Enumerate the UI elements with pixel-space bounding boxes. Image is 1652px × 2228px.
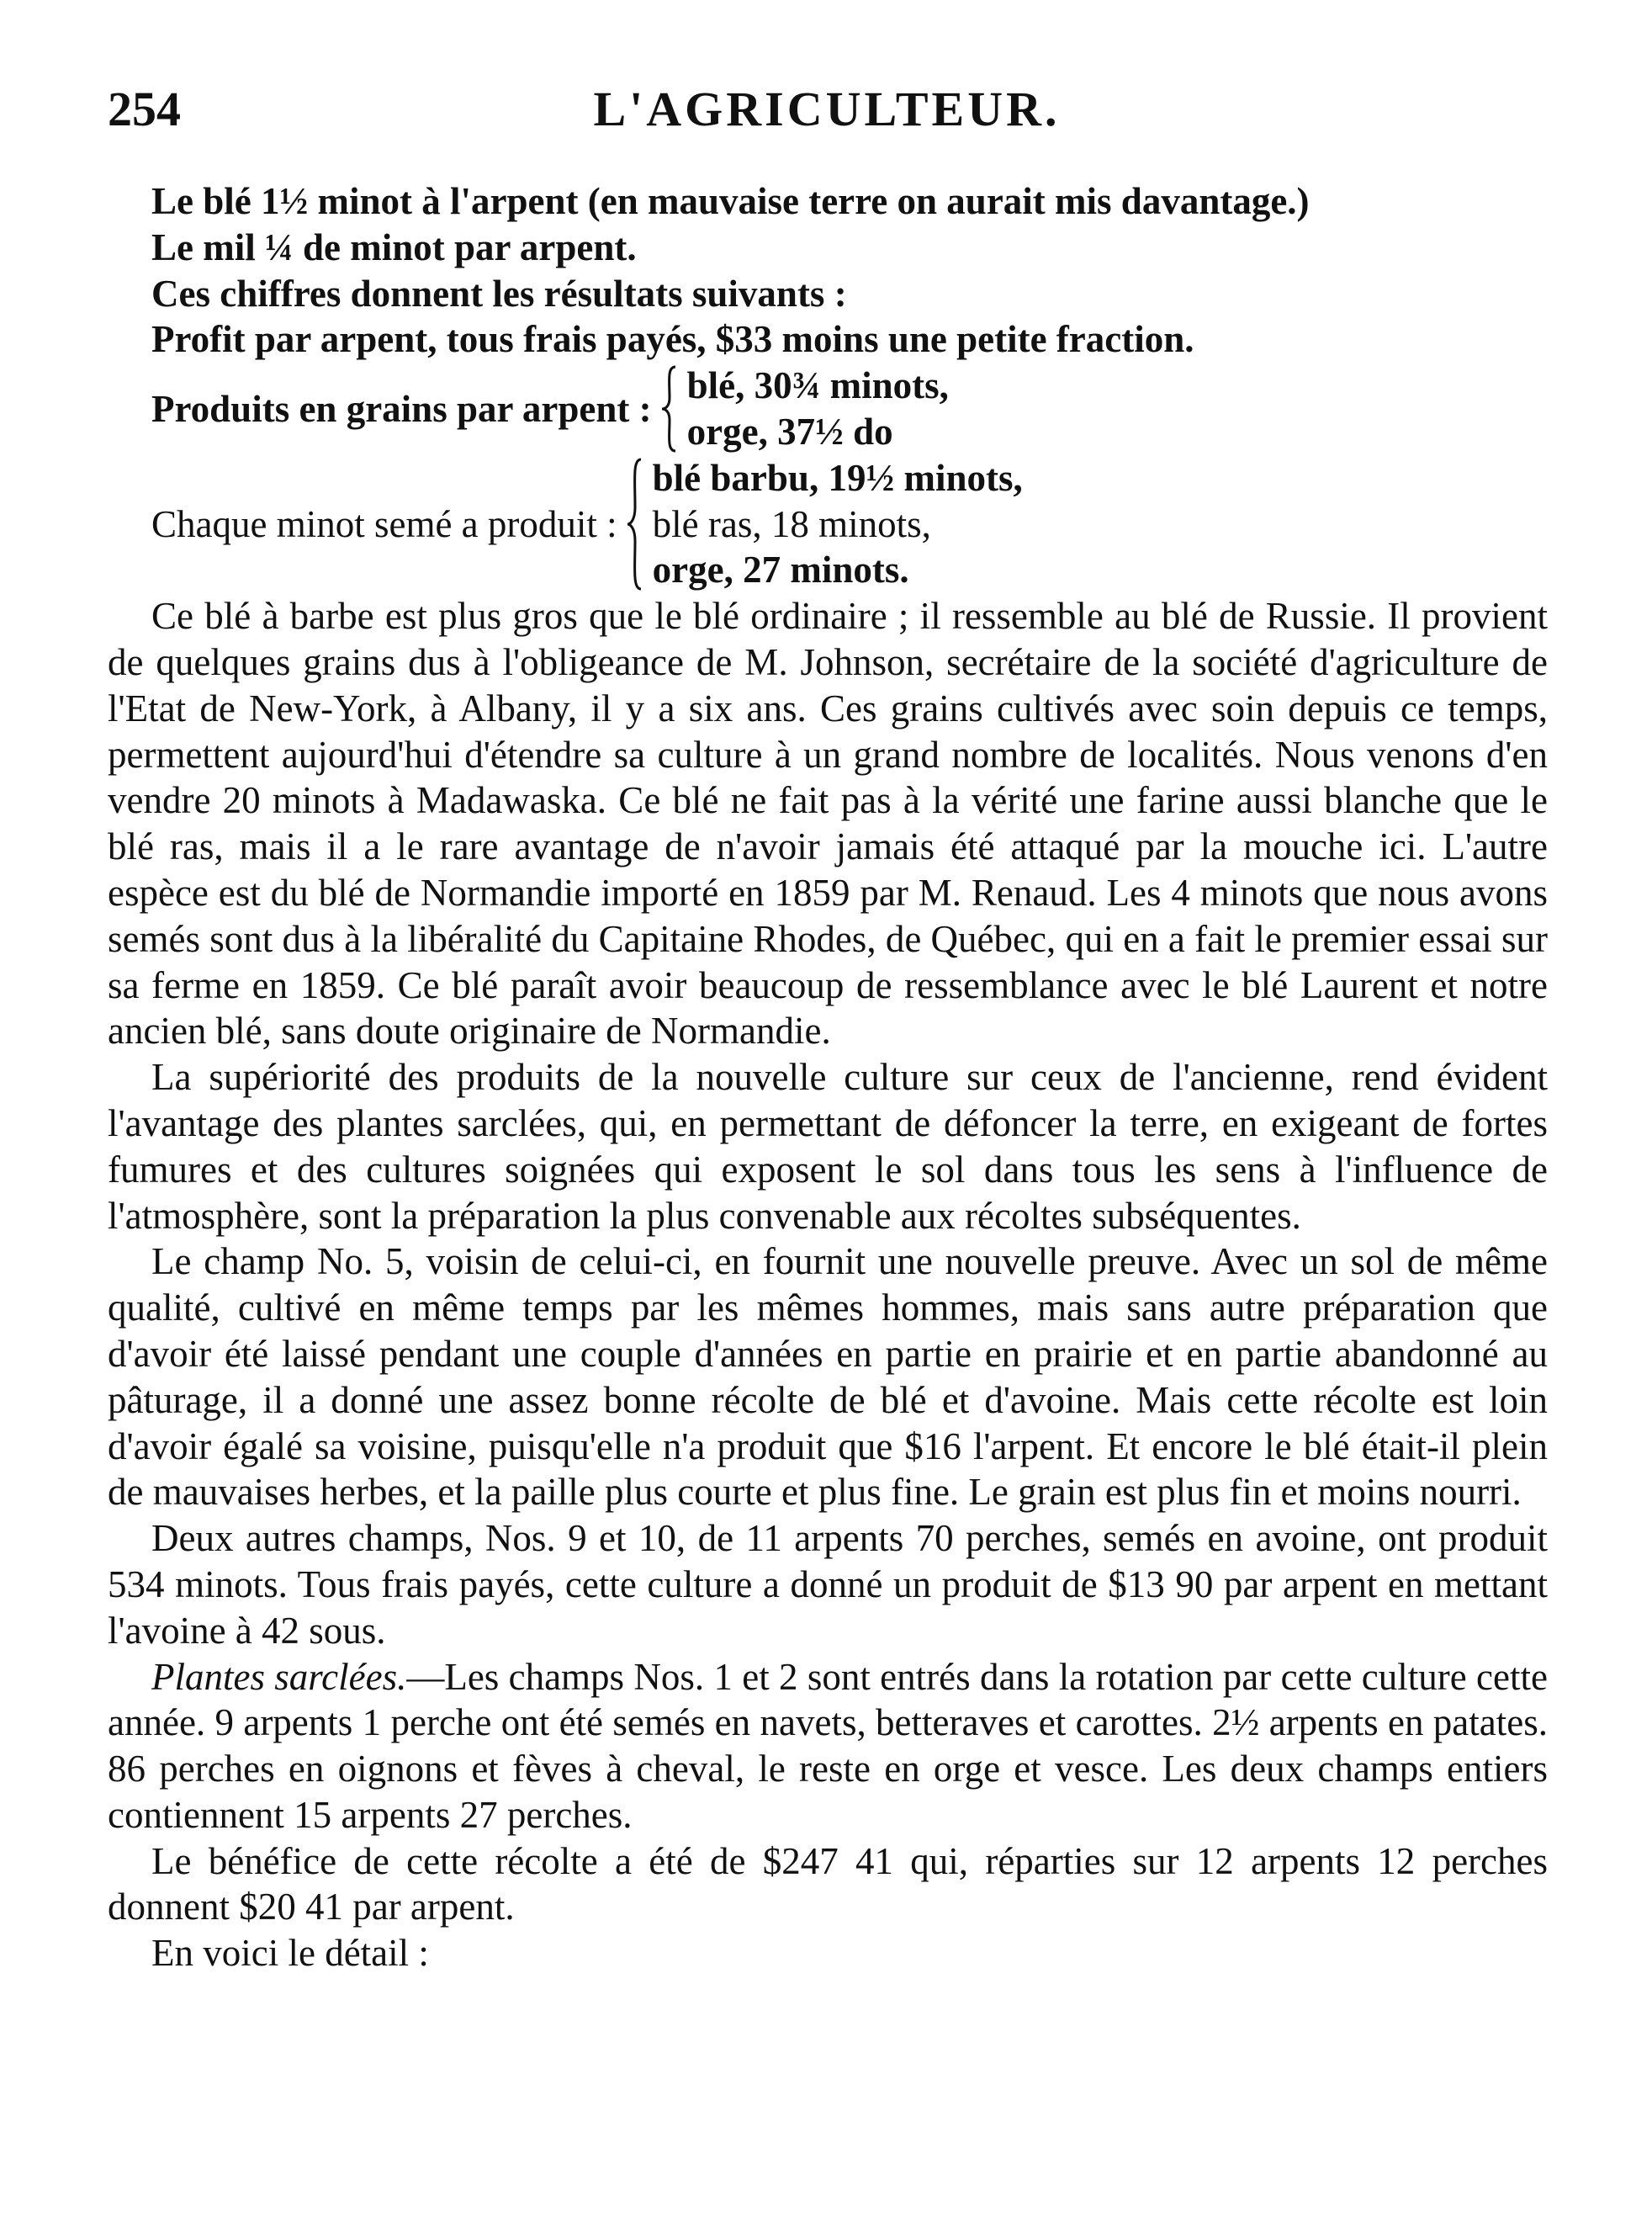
paragraph-hoed-crops-superiority: La supériorité des produits de la nouvelle culture sur ceux de l'ancienne, rend évident l'avantage des plantes sarclées, qui, en permettant de défoncer la terre, en exigeant de fortes fumures et des cultures soignées qui exposent le sol dans tous les sens à l'influence de l'atmosphère, sont la préparation la plus convenable aux récoltes subséquentes. — [108, 1056, 1548, 1237]
paragraph-bearded-wheat: Ce blé à barbe est plus gros que le blé ordinaire ; il ressemble au blé de Russie. Il provient de quelques grains dus à l'obligeance de M. Johnson, secrétaire de la société d'agriculture de l'Etat de New-York, à Albany, il y a six ans. Ces grains cultivés avec soin depuis ce temps, permettent aujourd'hui d'étendre sa culture à un grand nombre de localités. Nous venons d'en vendre 20 minots à Madawaska. Ce blé ne fait pas à la vérité une farine aussi blanche que le blé ras, mais il a le rare avantage de n'avoir jamais été attaqué par la mouche ici. L'autre espèce est du blé de Normandie importé en 1859 par M. Renaud. Les 4 minots que nous avons semés sont dus à la libéralité du Capitaine Rhodes, de Québec, qui en a fait le premier essai sur sa ferme en 1859. Ce blé paraît avoir beaucoup de ressemblance avec le blé Laurent et notre ancien blé, sans doute originaire de Normandie. — [108, 595, 1548, 1053]
paragraph-profit-summary: Le bénéfice de cette récolte a été de $247 41 qui, réparties sur 12 arpents 12 perches donnent $20 41 par arpent. — [108, 1839, 1548, 1928]
grain-product-item: blé, 30¾ minots, — [686, 364, 949, 407]
curly-brace-icon — [660, 364, 679, 454]
text-line-wheat-seed: Le blé 1½ minot à l'arpent (en mauvaise terre on aurait mis davantage.) — [151, 180, 1310, 222]
paragraph-fields-9-10: Deux autres champs, Nos. 9 et 10, de 11 arpents 70 perches, semés en avoine, ont produit 534 minots. Tous frais payés, cette culture a donné un produit de $13 90 par arpent en mettant l'avoine à 42 sous. — [108, 1517, 1548, 1652]
page-body — [108, 178, 1548, 1976]
seed-yield-list — [653, 455, 1023, 593]
running-title: L'AGRICULTEUR. — [593, 82, 1061, 136]
paragraph-hoed-plants — [108, 1654, 1548, 1838]
seed-yield-item: blé ras, 18 minots, — [652, 502, 931, 545]
grain-products-block — [108, 363, 1548, 455]
text-line-results-intro: Ces chiffres donnent les résultats suivants : — [151, 272, 847, 315]
grain-products-list — [687, 363, 949, 455]
seed-yield-item: blé barbu, 19½ minots, — [652, 456, 1023, 499]
page-header — [108, 81, 1546, 148]
paragraph-field-no-5: Le champ No. 5, voisin de celui-ci, en fournit une nouvelle preuve. Avec un sol de même qualité, cultivé en même temps par les mêmes hommes, mais sans autre préparation que d'avoir été laissé pendant une couple d'années en partie en prairie et en partie abandonné au pâturage, il a donné une assez bonne récolte de blé et d'avoine. Mais cette récolte est loin d'avoir égalé sa voisine, puisqu'elle n'a produit que $16 l'arpent. Et encore le blé était-il plein de mauvaises herbes, et la paille plus courte et plus fine. Le grain est plus fin et moins nourri. — [108, 1240, 1548, 1514]
seed-yield-label: Chaque minot semé a produit : — [151, 502, 617, 545]
text-line-profit: Profit par arpent, tous frais payés, $33 moins une petite fraction. — [151, 318, 1194, 361]
paragraph-detail-intro: En voici le détail : — [151, 1932, 429, 1975]
curly-brace-icon — [626, 457, 644, 591]
grain-product-item: orge, 37½ do — [686, 410, 893, 453]
seed-yield-item: orge, 27 minots. — [652, 549, 909, 591]
page-number: 254 — [108, 82, 181, 136]
text-line-millet-seed: Le mil ¼ de minot par arpent. — [151, 225, 637, 268]
section-heading-hoed-plants: Plantes sarclées. — [151, 1655, 407, 1698]
paragraph-hoed-plants-body: —Les champs Nos. 1 et 2 sont entrés dans la rotation par cette culture cette année. 9 arpents 1 perche ont été semés en navets, betteraves et carottes. 2½ arpents en patates. 86 perches en oignons et fèves à cheval, le reste en orge et vesce. Les deux champs entiers contiennent 15 arpents 27 perches. — [108, 1655, 1548, 1836]
seed-yield-block — [108, 455, 1548, 593]
grain-products-label: Produits en grains par arpent : — [151, 387, 652, 430]
